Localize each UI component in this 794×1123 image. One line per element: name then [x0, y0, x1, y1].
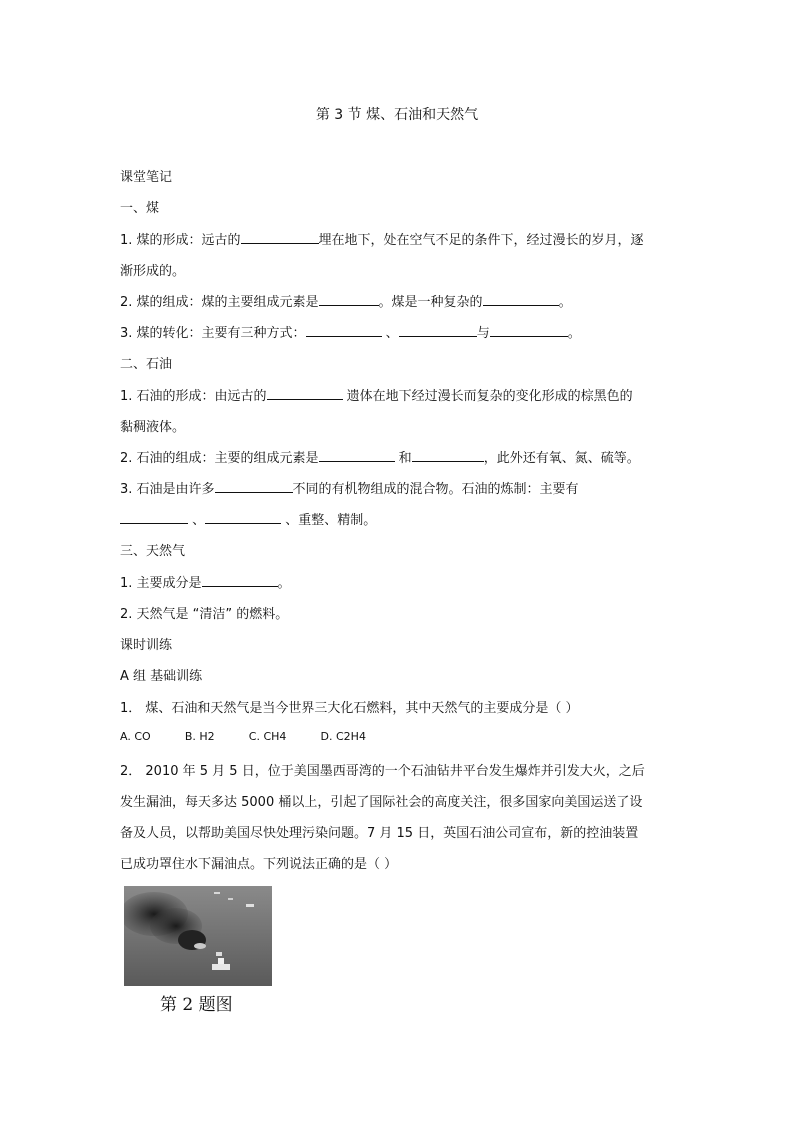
- answer-blank[interactable]: [319, 293, 379, 306]
- text: 。: [567, 326, 581, 341]
- oil-q2: [120, 447, 640, 466]
- option-c: C. CH4: [248, 730, 287, 743]
- answer-blank[interactable]: [205, 511, 281, 524]
- text: 2. 石油的组成：主要的组成元素是: [120, 451, 319, 466]
- question-1-options: [120, 729, 396, 744]
- question-2-line2: 发生漏油，每天多达 5000 桶以上，引起了国际社会的高度关注，很多国家向美国运送了设: [120, 795, 643, 810]
- text: 1. 主要成分是: [120, 576, 202, 591]
- oil-heading: 二、石油: [120, 357, 173, 372]
- option-b: B. H2: [184, 730, 215, 743]
- group-heading: A 组 基础训练: [120, 669, 203, 684]
- oil-q1-line2: 黏稠液体。: [120, 420, 186, 435]
- text: 、重整、精制。: [281, 513, 377, 528]
- question-1: 1． 煤、石油和天然气是当今世界三大化石燃料，其中天然气的主要成分是（ ）: [120, 701, 579, 716]
- text: 。: [558, 295, 572, 310]
- text: 不同的有机物组成的混合物。石油的炼制：主要有: [292, 482, 579, 497]
- text: 1. 石油的形成：由远古的: [120, 389, 267, 404]
- oil-q1-line1: [120, 385, 633, 404]
- oil-q3-line2: [120, 509, 376, 528]
- coal-q1-line2: 渐形成的。: [120, 264, 186, 279]
- answer-blank[interactable]: [412, 449, 484, 462]
- text: 、: [381, 326, 399, 341]
- text: 。煤是一种复杂的: [378, 295, 483, 310]
- text: 遗体在地下经过漫长而复杂的变化形成的棕黑色的: [342, 389, 633, 404]
- answer-blank[interactable]: [202, 574, 278, 587]
- text: ，此外还有氧、氮、硫等。: [483, 451, 640, 466]
- answer-blank[interactable]: [215, 480, 293, 493]
- answer-blank[interactable]: [483, 293, 559, 306]
- oil-q3-line1: [120, 478, 579, 497]
- answer-blank[interactable]: [399, 324, 477, 337]
- text: 1. 煤的形成：远古的: [120, 233, 241, 248]
- answer-blank[interactable]: [241, 231, 319, 244]
- page-title: 第 3 节 煤、石油和天然气: [315, 107, 479, 123]
- text: 3. 煤的转化：主要有三种方式：: [120, 326, 306, 341]
- answer-blank[interactable]: [120, 511, 188, 524]
- gas-q2: 2. 天然气是 “清洁” 的燃料。: [120, 607, 289, 622]
- option-d: D. C2H4: [320, 730, 366, 743]
- notes-heading: 课堂笔记: [120, 170, 173, 185]
- coal-q3: [120, 322, 581, 341]
- question-2-line4: 已成功罩住水下漏油点。下列说法正确的是（ ）: [120, 857, 398, 872]
- oil-spill-photo: [124, 886, 272, 986]
- text: 埋在地下，处在空气不足的条件下，经过漫长的岁月，逐: [318, 233, 644, 248]
- text: 和: [394, 451, 412, 466]
- text: 与: [476, 326, 490, 341]
- question-2-line1: 2． 2010 年 5 月 5 日，位于美国墨西哥湾的一个石油钻井平台发生爆炸并引发大火，之后: [120, 764, 645, 779]
- oil-spill-photo-graphic: [124, 886, 272, 986]
- coal-heading: 一、煤: [120, 201, 160, 216]
- text: 。: [277, 576, 291, 591]
- gas-q1: [120, 572, 291, 591]
- option-a: A. CO: [120, 730, 151, 743]
- text: 2. 煤的组成：煤的主要组成元素是: [120, 295, 319, 310]
- coal-q1-line1: [120, 229, 644, 248]
- practice-heading: 课时训练: [120, 638, 173, 653]
- answer-blank[interactable]: [319, 449, 395, 462]
- answer-blank[interactable]: [267, 387, 343, 400]
- answer-blank[interactable]: [306, 324, 382, 337]
- text: 3. 石油是由许多: [120, 482, 215, 497]
- answer-blank[interactable]: [490, 324, 568, 337]
- coal-q2: [120, 291, 572, 310]
- gas-heading: 三、天然气: [120, 544, 186, 559]
- figure-caption: 第 2 题图: [160, 995, 233, 1015]
- text: 、: [188, 513, 206, 528]
- question-2-line3: 备及人员，以帮助美国尽快处理污染问题。7 月 15 日，英国石油公司宣布，新的控油装置: [120, 826, 639, 841]
